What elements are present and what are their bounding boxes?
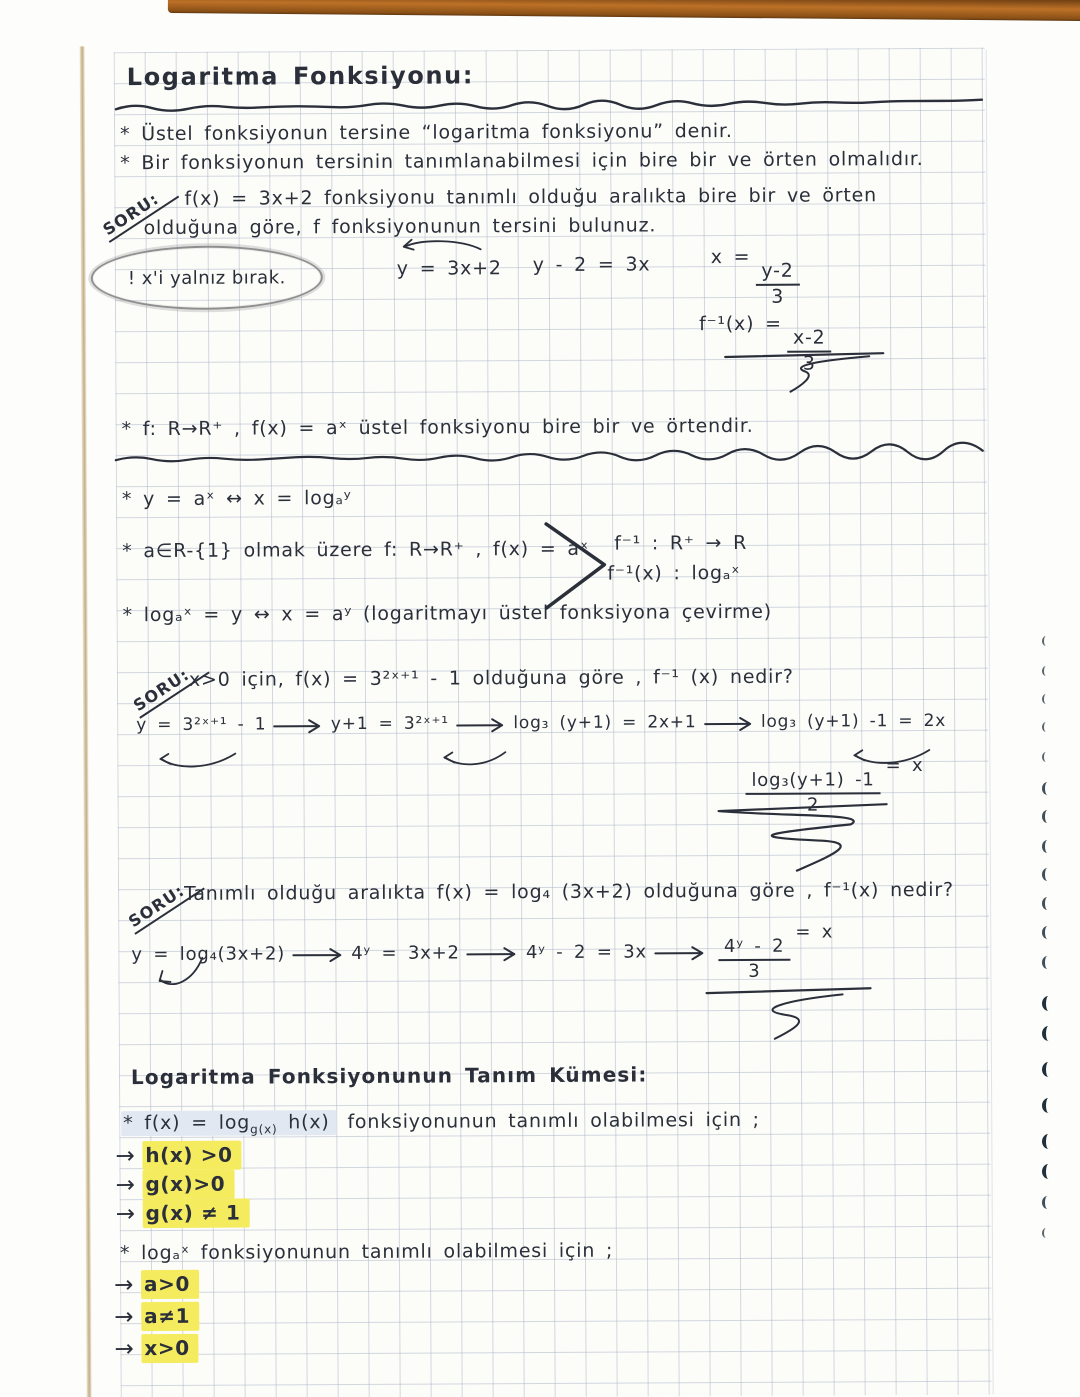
fraction-numerator: log₃(y+1) -1 [745,771,880,795]
rule-formula: * f(x) = log [123,1111,251,1135]
fraction-numerator: x-2 [787,328,832,352]
equation: y+1 = 3²ˣ⁺¹ [330,713,449,735]
condition-text: a>0 [141,1270,199,1299]
arrow-right-icon [652,944,708,960]
soru-label: SORU: [97,177,179,243]
arrow-right-icon: → [115,1142,136,1169]
underline-flourish [693,982,878,1043]
note-line: * f: R→R⁺ , f(x) = aˣ üstel fonksiyonu bire bir ve örtendir. [121,414,754,441]
underline-flourish [719,350,891,395]
arrow-right-icon: → [115,1171,136,1198]
equation [711,246,805,308]
rule-line: * logₐˣ fonksiyonunun tanımlı olabilmesi için ; [119,1239,614,1265]
equation: y = log₄(3x+2) [131,942,286,965]
equation-chain [136,711,946,736]
note-line: * a∈R-{1} olmak üzere f: R→R⁺ , f(x) = aˣ [122,537,590,563]
blue-highlight [121,1110,336,1136]
arrow-right-icon [454,716,508,732]
question-text: x>0 için, f(x) = 3²ˣ⁺¹ - 1 olduğuna göre , f⁻¹ (x) nedir? [188,665,794,691]
arrow-right-icon: → [114,1271,135,1298]
swap-arrow-icon [151,750,243,772]
question-text: f(x) = 3x+2 fonksiyonu tanımlı olduğu aralıkta bire bir ve örten [184,184,878,210]
note-line: * y = aˣ ↔ x = logₐʸ [121,486,352,511]
equation-suffix: = x [795,921,834,943]
condition-row [114,1302,199,1331]
equation-chain [131,921,833,984]
swap-arrow-icon [397,236,485,252]
fraction-denominator: 3 [748,960,761,982]
equation: log₃ (y+1) -1 = 2x [760,710,947,732]
condition-row [116,1199,250,1229]
condition-text: g(x)>0 [142,1170,234,1199]
condition-row [114,1270,199,1299]
equation-prefix: x = [710,245,751,269]
equation: 4ʸ - 2 = 3x [525,941,647,963]
arrow-right-icon: → [115,1200,136,1227]
log-base-subscript: g(x) [250,1122,278,1137]
chevron-right-icon [540,518,615,614]
fraction [718,935,791,982]
section-heading: Logaritma Fonksiyonunun Tanım Kümesi: [130,1062,648,1090]
soru-label: SORU: [122,869,204,935]
condition-text: g(x) ≠ 1 [143,1199,250,1229]
equation-suffix: = x [885,755,924,777]
note-line: * Bir fonksiyonun tersinin tanımlanabilmesi için bire bir ve örten olmalıdır. [120,147,924,175]
soru-label: SORU: [127,653,209,719]
arrow-right-icon [272,717,326,733]
equation: 4ʸ = 3x+2 [351,942,460,964]
fraction-denominator: 3 [802,352,816,375]
page-crease [80,46,92,1397]
equation: f⁻¹(x) : logₐˣ [607,561,741,585]
swap-arrow-icon [150,954,210,996]
fraction [755,259,800,308]
arrow-right-icon: → [114,1335,135,1362]
fraction-denominator: 3 [771,285,785,308]
question-text: Tanımlı olduğu aralıkta f(x) = log₄ (3x+2) olduğuna göre , f⁻¹(x) nedir? [183,878,954,905]
fraction-numerator: y-2 [755,262,799,286]
fraction-denominator: 2 [806,794,820,816]
zigzag-flourish [699,798,894,879]
circled-note: ! x'i yalnız bırak. [91,245,323,310]
equation-prefix: f⁻¹(x) = [699,312,782,336]
arrow-right-icon: → [114,1303,135,1330]
note-line: * Üstel fonksiyonun tersine “logaritma fonksiyonu” denir. [120,119,733,146]
equation: log₃ (y+1) = 2x+1 [513,712,697,734]
equation: y = 3x+2 [396,257,502,280]
equation: y - 2 = 3x [532,253,651,277]
condition-text: a≠1 [141,1302,199,1331]
rule-formula: h(x) [277,1111,330,1134]
question-text: olduğuna göre, f fonksiyonunun tersini bulunuz. [143,214,657,240]
condition-row [115,1170,234,1200]
condition-row [114,1334,198,1363]
arrow-right-icon [465,945,521,961]
arrow-right-icon [290,946,346,962]
condition-row [115,1141,241,1171]
page-title: Logaritma Fonksiyonu: [126,61,475,92]
rule-line [121,1109,760,1138]
equation-result [713,921,834,981]
equation: y = 3²ˣ⁺¹ - 1 [136,714,267,736]
condition-text: x>0 [141,1334,199,1363]
swap-arrow-icon [435,748,513,770]
rule-text: fonksiyonunun tanımlı olabilmesi için ; [347,1108,760,1134]
arrow-right-icon [702,715,756,731]
fraction-numerator: 4ʸ - 2 [718,938,790,961]
equation: f⁻¹ : R⁺ → R [614,531,748,555]
note-line: * logₐˣ = y ↔ x = aʸ (logaritmayı üstel fonksiyona çevirme) [122,600,773,627]
condition-text: h(x) >0 [142,1141,241,1171]
